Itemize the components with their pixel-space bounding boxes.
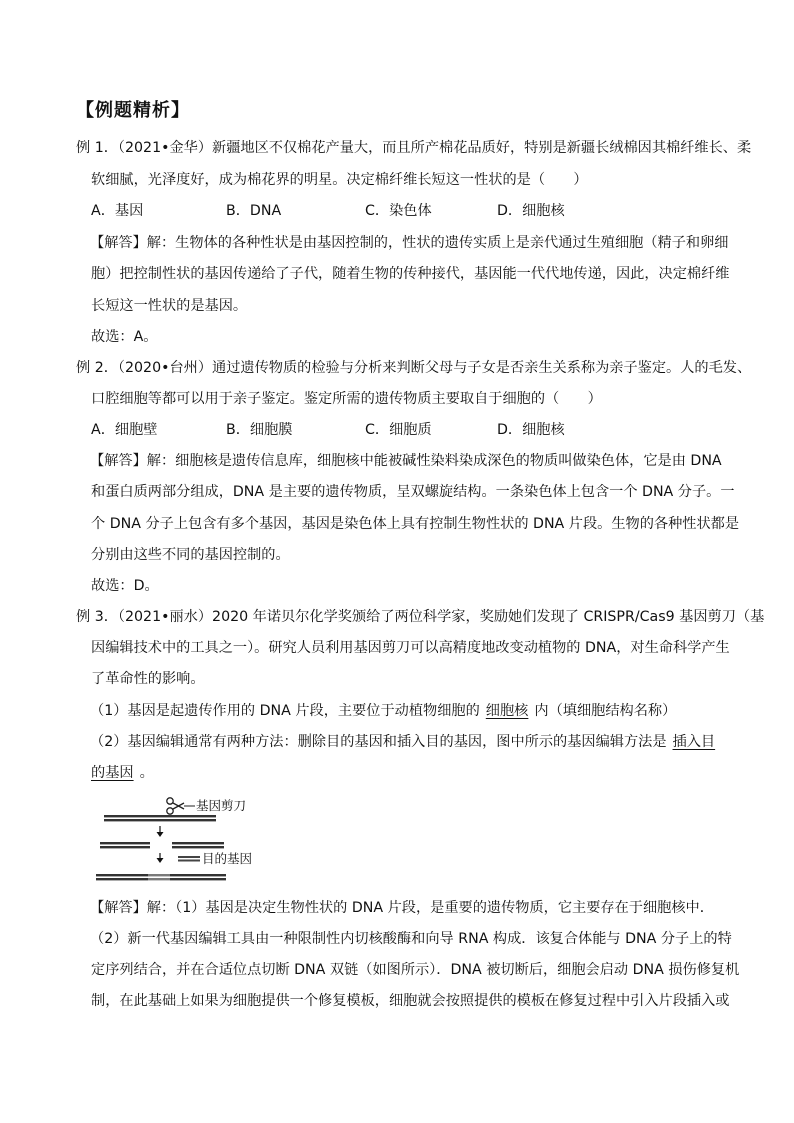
ex3-q2-answer-part-2: 的基因	[91, 765, 134, 781]
dna-strand-cut	[100, 842, 224, 848]
ex1-option-a: A．基因	[91, 203, 144, 219]
ex1-question-line-2: 软细腻，光泽度好，成为棉花界的明星。决定棉纤维长短这一性状的是（ ）	[91, 172, 588, 188]
ex3-q2-prefix: （2）基因编辑通常有两种方法：删除目的基因和插入目的基因，图中所示的基因编辑方法是	[90, 734, 667, 750]
ex3-q2-suffix: 。	[139, 765, 154, 781]
ex3-subquestion-2	[90, 732, 721, 752]
ex2-option-a: A．细胞壁	[91, 422, 158, 438]
scissors-label: 基因剪刀	[196, 798, 247, 813]
ex2-explain-line-2: 和蛋白质两部分组成，DNA 是主要的遗传物质，呈双螺旋结构。一条染色体上包含一个 DNA 分子。一	[91, 484, 735, 500]
ex1-answer: 故选：A。	[91, 329, 158, 345]
ex1-question-line-1: 例 1．（2021•金华）新疆地区不仅棉花产量大，而且所产棉花品质好，特别是新疆长绒棉因其棉纤维长、柔	[76, 140, 752, 156]
arrow-down-icon	[157, 826, 164, 837]
ex3-explain-line-2: （2）新一代基因编辑工具由一种限制性内切核酸酶和向导 RNA 构成．该复合体能与 DNA 分子上的特	[90, 931, 732, 947]
ex2-option-c: C．细胞质	[365, 422, 432, 438]
ex3-explain-line-4: 制，在此基础上如果为细胞提供一个修复模板，细胞就会按照提供的模板在修复过程中引入片段插入或	[91, 993, 730, 1009]
ex2-explain-line-1: 【解答】解：细胞核是遗传信息库，细胞核中能被碱性染料染成深色的物质叫做染色体，它是由 DNA	[90, 453, 722, 469]
ex1-option-c: C．染色体	[365, 203, 432, 219]
gene-editing-diagram	[92, 792, 292, 884]
ex3-question-line-2: 因编辑技术中的工具之一）。研究人员利用基因剪刀可以高精度地改变动植物的 DNA，对生命科学产生	[91, 640, 730, 656]
ex2-option-b: B．细胞膜	[226, 422, 293, 438]
ex1-explain-line-1: 【解答】解：生物体的各种性状是由基因控制的，性状的遗传实质上是亲代通过生殖细胞（精子和卵细	[90, 235, 729, 251]
arrow-down-icon	[157, 853, 164, 863]
section-title: 【例题精析】	[76, 100, 190, 121]
ex3-question-line-1: 例 3．（2021•丽水）2020 年诺贝尔化学奖颁给了两位科学家，奖励她们发现了 CRISPR/Cas9 基因剪刀（基	[76, 609, 765, 625]
ex1-explain-line-3: 长短这一性状的是基因。	[91, 298, 248, 314]
ex3-explain-line-1: 【解答】解：（1）基因是决定生物性状的 DNA 片段，是重要的遗传物质，它主要存在于细胞核中．	[90, 900, 714, 916]
ex1-option-b: B．DNA	[226, 203, 282, 219]
ex3-subquestion-2-cont	[91, 763, 154, 783]
ex2-answer: 故选：D。	[91, 578, 159, 594]
ex3-q2-answer-part-1: 插入目	[672, 734, 716, 750]
ex2-question-line-1: 例 2．（2020•台州）通过遗传物质的检验与分析来判断父母与子女是否亲生关系称为亲子鉴定。人的毛发、	[76, 360, 752, 376]
ex3-question-line-3: 了革命性的影响。	[91, 671, 205, 687]
target-gene-fragment	[178, 856, 200, 862]
ex2-explain-line-4: 分别由这些不同的基因控制的。	[91, 547, 290, 563]
ex3-explain-line-3: 定序列结合，并在合适位点切断 DNA 双链（如图所示）．DNA 被切断后，细胞会启动 DNA 损伤修复机	[91, 962, 740, 978]
ex2-question-line-2: 口腔细胞等都可以用于亲子鉴定。鉴定所需的遗传物质主要取自于细胞的（ ）	[91, 391, 602, 407]
scissors-icon	[167, 798, 184, 814]
ex3-q1-suffix: 内（填细胞结构名称）	[534, 703, 677, 719]
ex2-option-d: D．细胞核	[497, 422, 565, 438]
dna-strand-full	[104, 815, 216, 821]
ex1-explain-line-2: 胞）把控制性状的基因传递给了子代，随着生物的传种接代，基因能一代代地传递，因此，决定棉纤维	[91, 266, 730, 282]
ex3-q1-answer: 细胞核	[485, 703, 529, 719]
target-gene-label: 目的基因	[202, 851, 253, 866]
ex3-subquestion-1	[90, 701, 676, 721]
dna-strand-inserted	[96, 873, 226, 881]
ex2-explain-line-3: 个 DNA 分子上包含有多个基因，基因是染色体上具有控制生物性状的 DNA 片段。生物的各种性状都是	[91, 516, 740, 532]
ex1-option-d: D．细胞核	[497, 203, 565, 219]
ex3-q1-prefix: （1）基因是起遗传作用的 DNA 片段，主要位于动植物细胞的	[90, 703, 480, 719]
